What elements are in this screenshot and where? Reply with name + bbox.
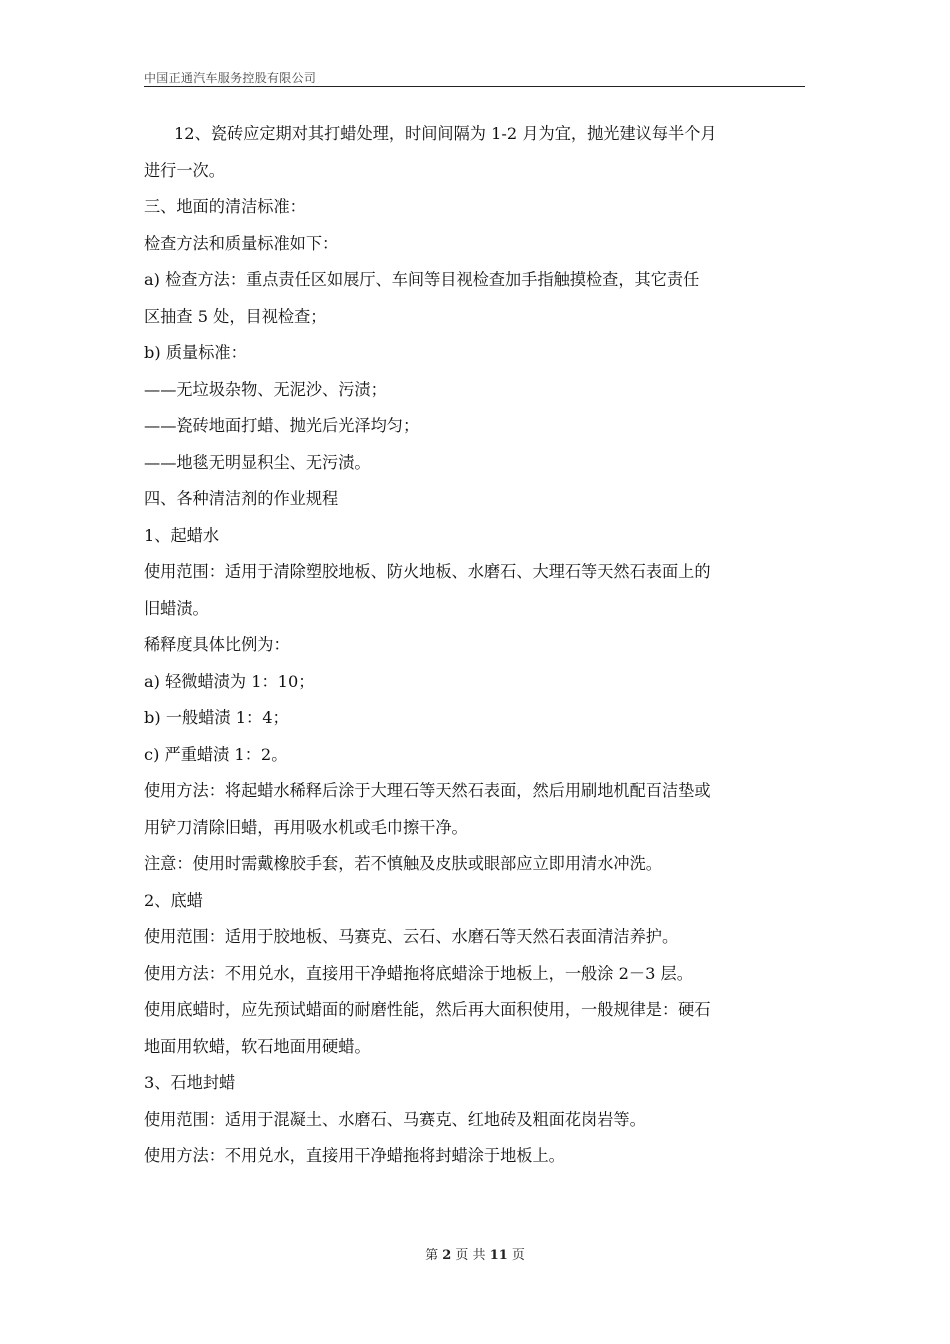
paragraph-line: 12、瓷砖应定期对其打蜡处理，时间间隔为 1-2 月为宜，抛光建议每半个月	[174, 124, 717, 143]
footer-middle: 页 共	[455, 1248, 486, 1263]
subsection-heading: 2、底蜡	[144, 890, 203, 910]
list-item: b) 一般蜡渍 1：4；	[144, 708, 289, 727]
paragraph-line: 用铲刀清除旧蜡，再用吸水机或毛巾擦干净。	[144, 817, 468, 837]
subsection-heading: 3、石地封蜡	[144, 1073, 236, 1092]
list-item: a) 轻微蜡渍为 1：10；	[144, 671, 315, 691]
list-item: a) 检查方法：重点责任区如展厅、车间等目视检查加手指触摸检查，其它责任	[144, 270, 700, 289]
list-item: ——无垃圾杂物、无泥沙、污渍；	[144, 379, 387, 399]
paragraph-line: 使用底蜡时，应先预试蜡面的耐磨性能，然后再大面积使用，一般规律是：硬石	[144, 1000, 711, 1019]
section-heading: 四、各种清洁剂的作业规程	[144, 489, 339, 508]
page-header	[144, 72, 805, 87]
subsection-heading: 1、起蜡水	[144, 525, 220, 545]
document-body	[144, 116, 808, 1175]
paragraph-line: 检查方法和质量标准如下：	[144, 233, 339, 253]
paragraph-line: 旧蜡渍。	[144, 598, 209, 618]
page-footer	[0, 1248, 950, 1264]
paragraph-line: 使用范围：适用于清除塑胶地板、防火地板、水磨石、大理石等天然石表面上的	[144, 562, 711, 581]
paragraph-line: 区抽查 5 处，目视检查；	[144, 306, 327, 326]
section-heading: 三、地面的清洁标准：	[144, 197, 306, 216]
list-item: b) 质量标准：	[144, 343, 247, 362]
paragraph-line: 使用范围：适用于混凝土、水磨石、马赛克、红地砖及粗面花岗岩等。	[144, 1109, 646, 1129]
footer-prefix: 第	[425, 1248, 439, 1263]
total-page-count: 11	[489, 1248, 508, 1263]
paragraph-line: 地面用软蜡，软石地面用硬蜡。	[144, 1036, 371, 1056]
footer-suffix: 页	[511, 1248, 525, 1263]
paragraph-line: 使用方法：不用兑水，直接用干净蜡拖将封蜡涂于地板上。	[144, 1146, 565, 1165]
current-page-number: 2	[442, 1248, 452, 1263]
paragraph-line: 使用方法：不用兑水，直接用干净蜡拖将底蜡涂于地板上，一般涂 2－3 层。	[144, 963, 693, 983]
paragraph-line: 稀释度具体比例为：	[144, 635, 290, 654]
paragraph-line: 注意：使用时需戴橡胶手套，若不慎触及皮肤或眼部应立即用清水冲洗。	[144, 854, 662, 873]
paragraph-line: 使用范围：适用于胶地板、马赛克、云石、水磨石等天然石表面清洁养护。	[144, 927, 679, 946]
header-company-name: 中国正通汽车服务控股有限公司	[144, 71, 317, 85]
list-item: ——地毯无明显积尘、无污渍。	[144, 452, 371, 472]
list-item: ——瓷砖地面打蜡、抛光后光泽均匀；	[144, 416, 420, 435]
paragraph-line: 使用方法：将起蜡水稀释后涂于大理石等天然石表面，然后用刷地机配百洁垫或	[144, 781, 711, 800]
list-item: c) 严重蜡渍 1：2。	[144, 744, 288, 764]
paragraph-line: 进行一次。	[144, 160, 225, 180]
